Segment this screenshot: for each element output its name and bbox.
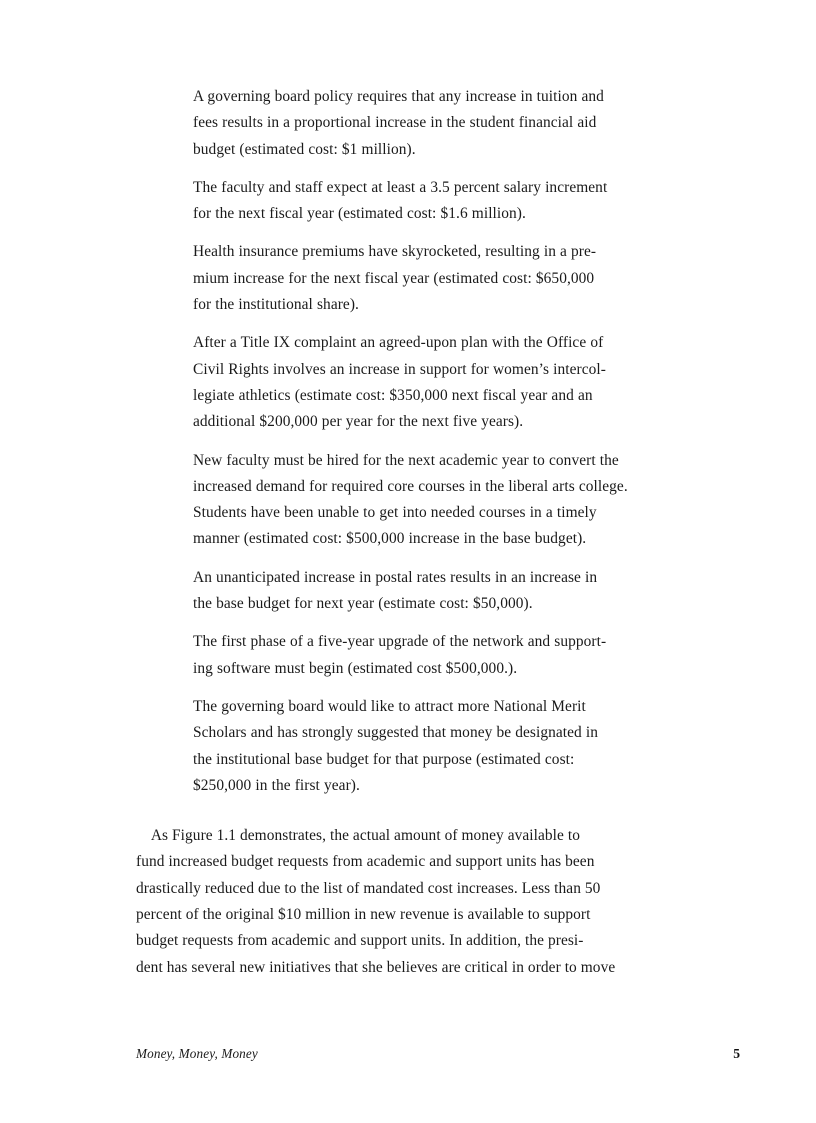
text-line: drastically reduced due to the list of mandated cost increases. Less than 50 bbox=[136, 879, 601, 897]
text-line: Students have been unable to get into needed courses in a timely bbox=[193, 504, 597, 522]
text-line: Civil Rights involves an increase in support for women’s intercol- bbox=[193, 360, 606, 378]
text-line: The faculty and staff expect at least a 3.5 percent salary increment bbox=[193, 178, 608, 196]
text-line: ing software must begin (estimated cost $500,000.). bbox=[193, 659, 518, 677]
text-line: budget (estimated cost: $1 million). bbox=[193, 140, 416, 158]
text-line: manner (estimated cost: $500,000 increase in the base budget). bbox=[193, 530, 587, 548]
text-line: additional $200,000 per year for the next five years). bbox=[193, 413, 524, 431]
mandate-item-title-ix-athletics bbox=[136, 330, 715, 435]
body-paragraph-figure-discussion bbox=[136, 823, 715, 981]
mandate-item-national-merit-scholars bbox=[136, 694, 715, 799]
text-line: percent of the original $10 million in new revenue is available to support bbox=[136, 906, 591, 924]
running-title: Money, Money, Money bbox=[136, 1046, 258, 1061]
mandate-item-salary-increment bbox=[136, 175, 715, 228]
text-line: As Figure 1.1 demonstrates, the actual amount of money available to bbox=[136, 827, 580, 845]
text-line: The governing board would like to attract more National Merit bbox=[193, 697, 586, 715]
text-line: The first phase of a five-year upgrade of the network and support- bbox=[193, 633, 607, 651]
text-line: legiate athletics (estimate cost: $350,000 next fiscal year and an bbox=[193, 386, 593, 404]
text-line: After a Title IX complaint an agreed-upon plan with the Office of bbox=[193, 334, 604, 352]
page-footer bbox=[136, 1046, 740, 1062]
text-line: A governing board policy requires that any increase in tuition and bbox=[193, 88, 604, 105]
text-line: for the institutional share). bbox=[193, 296, 359, 314]
text-line: dent has several new initiatives that she believes are critical in order to move bbox=[136, 958, 616, 976]
mandate-item-health-insurance-premiums bbox=[136, 239, 715, 318]
text-line: mium increase for the next fiscal year (estimated cost: $650,000 bbox=[193, 269, 595, 287]
text-line: budget requests from academic and support units. In addition, the presi- bbox=[136, 932, 584, 950]
text-line: Health insurance premiums have skyrocketed, resulting in a pre- bbox=[193, 243, 597, 261]
mandate-item-financial-aid-budget bbox=[136, 84, 715, 163]
text-line: $250,000 in the first year). bbox=[193, 776, 360, 794]
mandate-item-postal-rates bbox=[136, 565, 715, 618]
page-content bbox=[136, 84, 715, 981]
text-line: An unanticipated increase in postal rates results in an increase in bbox=[193, 568, 598, 586]
text-line: fund increased budget requests from academic and support units has been bbox=[136, 853, 595, 871]
paragraph-spacer bbox=[136, 799, 715, 823]
text-line: the institutional base budget for that purpose (estimated cost: bbox=[193, 750, 575, 768]
mandated-cost-list bbox=[136, 84, 715, 799]
mandate-item-network-upgrade bbox=[136, 629, 715, 682]
page-number: 5 bbox=[733, 1046, 740, 1061]
text-line: the base budget for next year (estimate cost: $50,000). bbox=[193, 595, 533, 613]
mandate-item-new-faculty-hires bbox=[136, 448, 715, 553]
text-line: fees results in a proportional increase in the student financial aid bbox=[193, 114, 597, 132]
text-line: New faculty must be hired for the next academic year to convert the bbox=[193, 451, 619, 469]
text-line: for the next fiscal year (estimated cost: $1.6 million). bbox=[193, 205, 526, 223]
text-line: increased demand for required core courses in the liberal arts college. bbox=[193, 477, 628, 495]
text-line: Scholars and has strongly suggested that money be designated in bbox=[193, 724, 599, 742]
